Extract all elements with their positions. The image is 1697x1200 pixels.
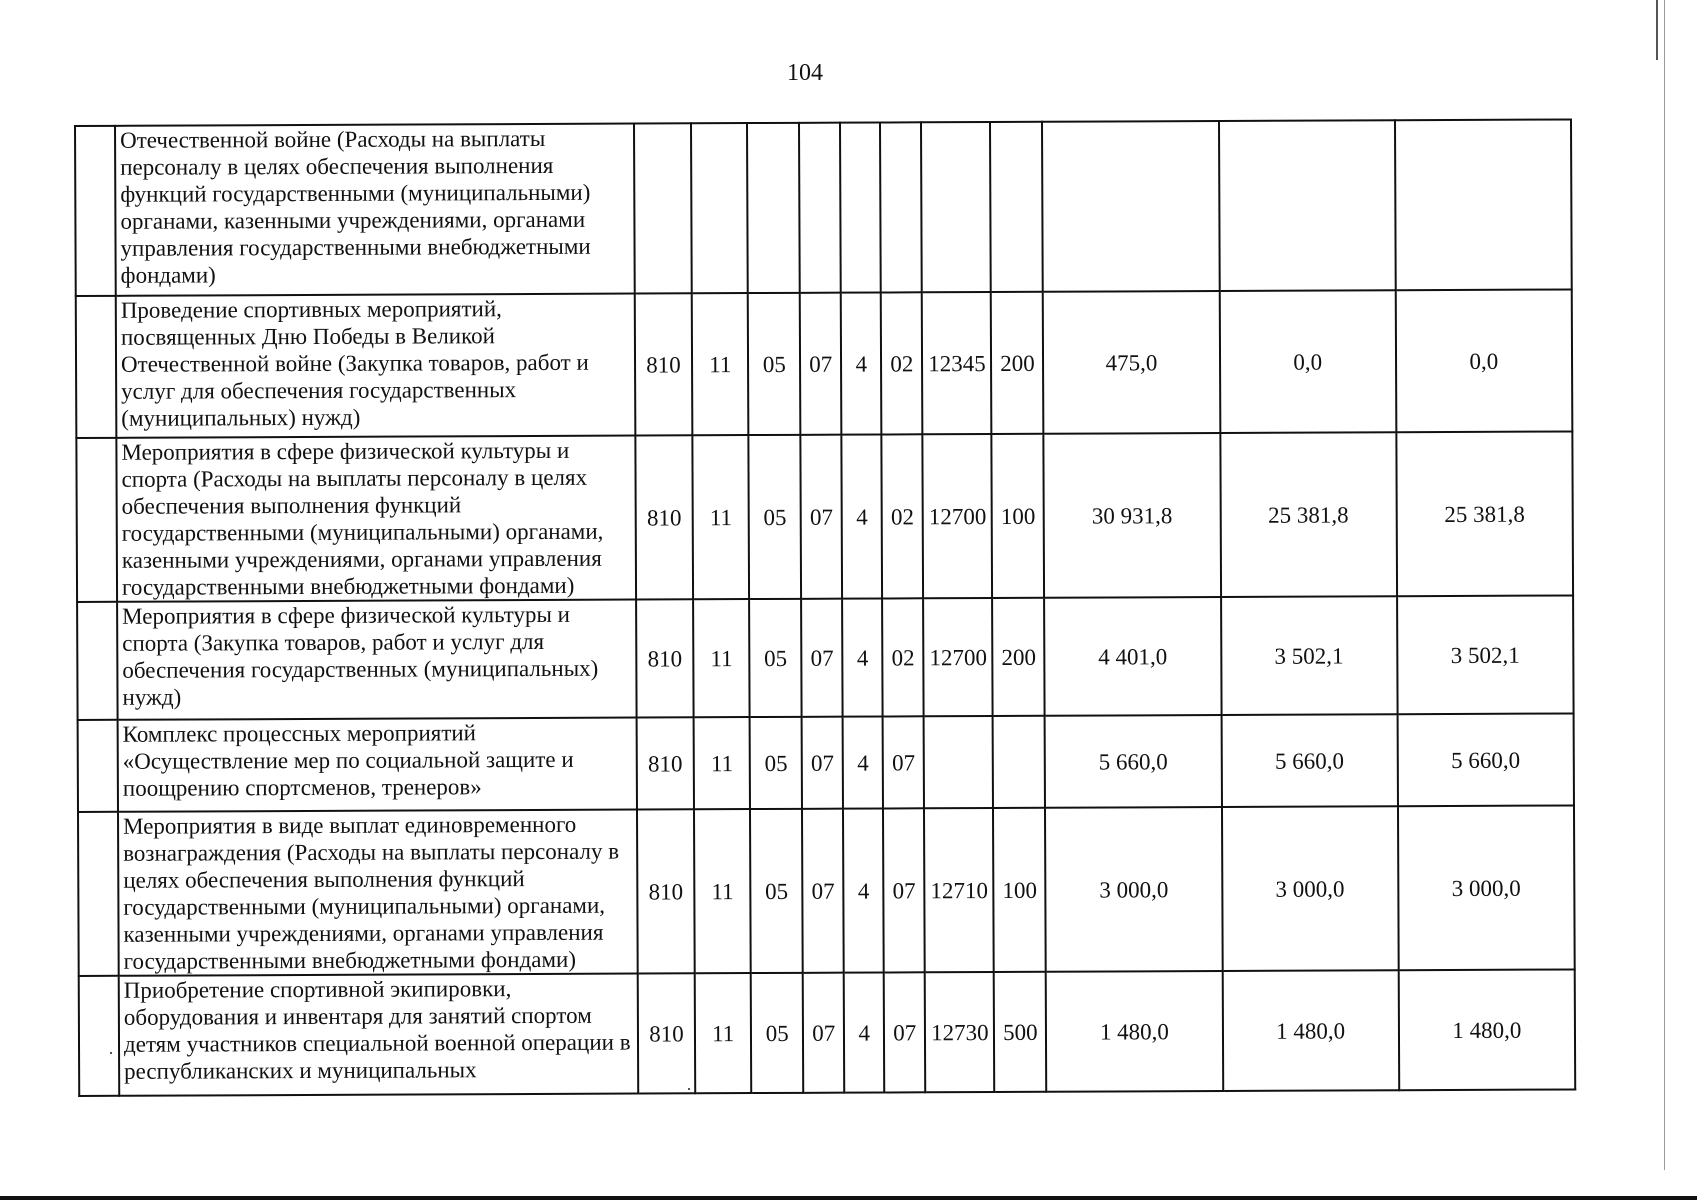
col-program-type: 4 [844,972,885,1092]
col-subject-code [634,123,692,293]
col-subject-code: 810 [638,973,696,1093]
row-number-cell [76,438,117,602]
col-year-3: 3 000,0 [1398,805,1575,970]
col-year-1 [1042,121,1219,292]
col-program [799,123,841,293]
col-subsection: 05 [750,809,803,973]
row-name: Комплекс процессных мероприятий «Осуществление мер по социальной защите и поощрению спортсменов, тренеров» [118,718,637,812]
col-subsection: 05 [749,435,802,599]
col-subsection: 05 [749,599,801,717]
col-year-2: 1 480,0 [1222,970,1399,1091]
col-direction: 12345 [922,292,992,434]
col-expense-type: 200 [993,598,1045,716]
scan-speck [110,1052,112,1054]
col-year-1: 5 660,0 [1045,715,1222,808]
col-year-1: 475,0 [1043,291,1220,434]
col-year-1: 4 401,0 [1044,597,1221,716]
row-name: Мероприятия в сфере физической культуры и спорта (Расходы на выплаты персоналу в целях обеспечения выполнения функций государственными (муниципальными) органами, казенными учреждениями, органами управления государственными внебюджетными фондами) [116,436,636,602]
col-subsection [747,123,800,293]
col-subject-code: 810 [636,599,694,717]
page-number: 104 [787,60,823,86]
col-program-element: 02 [882,434,924,598]
col-direction: 12730 [925,972,995,1092]
col-expense-type: 100 [992,434,1045,598]
table-row [76,289,1573,438]
col-subject-code: 810 [636,717,694,809]
table-row [75,119,1572,296]
row-name: Мероприятия в сфере физической культуры и спорта (Закупка товаров, работ и услуг для обеспечения государственных (муниципальных) нужд) [117,600,636,720]
col-year-2: 0,0 [1219,290,1396,433]
col-direction [924,716,994,808]
row-name: Проведение спортивных мероприятий, посвященных Дню Победы в Великой Отечественной войне (Закупка товаров, работ и услуг для обеспечения государственных (муниципальных) нужд) [116,294,635,438]
row-name: Отечественной войне (Расходы на выплаты персоналу в целях обеспечения выполнения функций государственными (муниципальными) органами, казенными учреждениями, органами управления государственными внебюджетными фондами) [115,124,635,296]
scan-edge-mark [1656,0,1658,60]
col-program-type: 4 [842,434,883,598]
col-program-type: 4 [842,598,882,716]
col-year-3: 25 381,8 [1396,431,1573,596]
budget-table [74,118,1576,1097]
col-year-3: 5 660,0 [1397,713,1574,806]
col-program-type: 4 [843,716,883,808]
row-number-cell [78,720,118,812]
col-subsection: 05 [748,293,800,435]
col-program: 07 [800,293,842,435]
col-expense-type: 200 [991,292,1043,434]
col-direction: 12710 [924,808,994,972]
col-section: 11 [692,293,749,435]
col-subject-code: 810 [635,435,693,599]
col-section: 11 [693,599,750,717]
col-subsection: 05 [751,973,803,1093]
col-program-element: 07 [884,972,926,1092]
table-row [78,805,1575,976]
table-row [79,969,1576,1096]
row-number-cell [77,602,117,720]
col-program-type: 4 [841,292,882,434]
col-year-1: 3 000,0 [1045,807,1222,972]
col-year-2 [1219,120,1396,291]
col-expense-type: 500 [994,972,1046,1092]
scan-speck [688,1088,690,1090]
scan-edge-line [1664,0,1665,1170]
col-program-element: 02 [881,292,923,434]
table-row [76,431,1573,602]
row-number-cell [79,976,120,1096]
col-year-2: 3 000,0 [1222,806,1399,971]
scan-bottom-edge [0,1196,1697,1200]
col-year-2: 5 660,0 [1221,714,1398,807]
col-program: 07 [802,809,844,973]
col-year-3: 0,0 [1395,289,1572,432]
col-program-element: 07 [883,716,924,808]
row-number-cell [78,812,119,976]
col-program: 07 [801,599,843,717]
col-program-type: 4 [843,808,884,972]
col-year-2: 3 502,1 [1221,596,1398,715]
col-year-3: 3 502,1 [1397,595,1574,714]
table-row [78,713,1574,812]
col-subject-code: 810 [637,809,695,973]
col-subsection: 05 [750,717,802,809]
row-name: Мероприятия в виде выплат единовременного вознаграждения (Расходы на выплаты персоналу в целях обеспечения выполнения функций государственными (муниципальными) органами, казенными учреждениями, органами управления государственными внебюджетными фондами) [118,810,638,976]
col-year-3 [1395,119,1572,290]
col-year-1: 1 480,0 [1046,971,1223,1092]
col-program: 07 [801,435,843,599]
col-direction [921,122,991,292]
col-direction: 12700 [923,434,993,598]
col-year-2: 25 381,8 [1220,432,1397,597]
col-program-element: 07 [883,808,925,972]
col-section: 11 [692,435,749,599]
col-program: 07 [802,717,843,809]
row-number-cell [75,126,116,296]
col-section: 11 [695,973,752,1093]
col-section: 11 [694,717,751,809]
table-body [75,119,1575,1096]
col-program-element [880,122,922,292]
table-row [77,595,1574,720]
col-program-type [840,122,881,292]
col-direction: 12700 [923,598,993,716]
col-subject-code: 810 [635,293,693,435]
col-expense-type [993,716,1045,808]
col-year-3: 1 480,0 [1398,969,1575,1090]
col-section: 11 [694,809,751,973]
row-number-cell [76,296,117,438]
col-expense-type [990,122,1043,292]
col-program: 07 [803,973,845,1093]
col-year-1: 30 931,8 [1044,433,1221,598]
col-expense-type: 100 [993,808,1046,972]
col-program-element: 02 [882,598,924,716]
row-name: Приобретение спортивной экипировки, оборудования и инвентаря для занятий спортом детям участников специальной военной операции в республиканских и муниципальных [119,974,638,1096]
col-section [691,123,748,293]
